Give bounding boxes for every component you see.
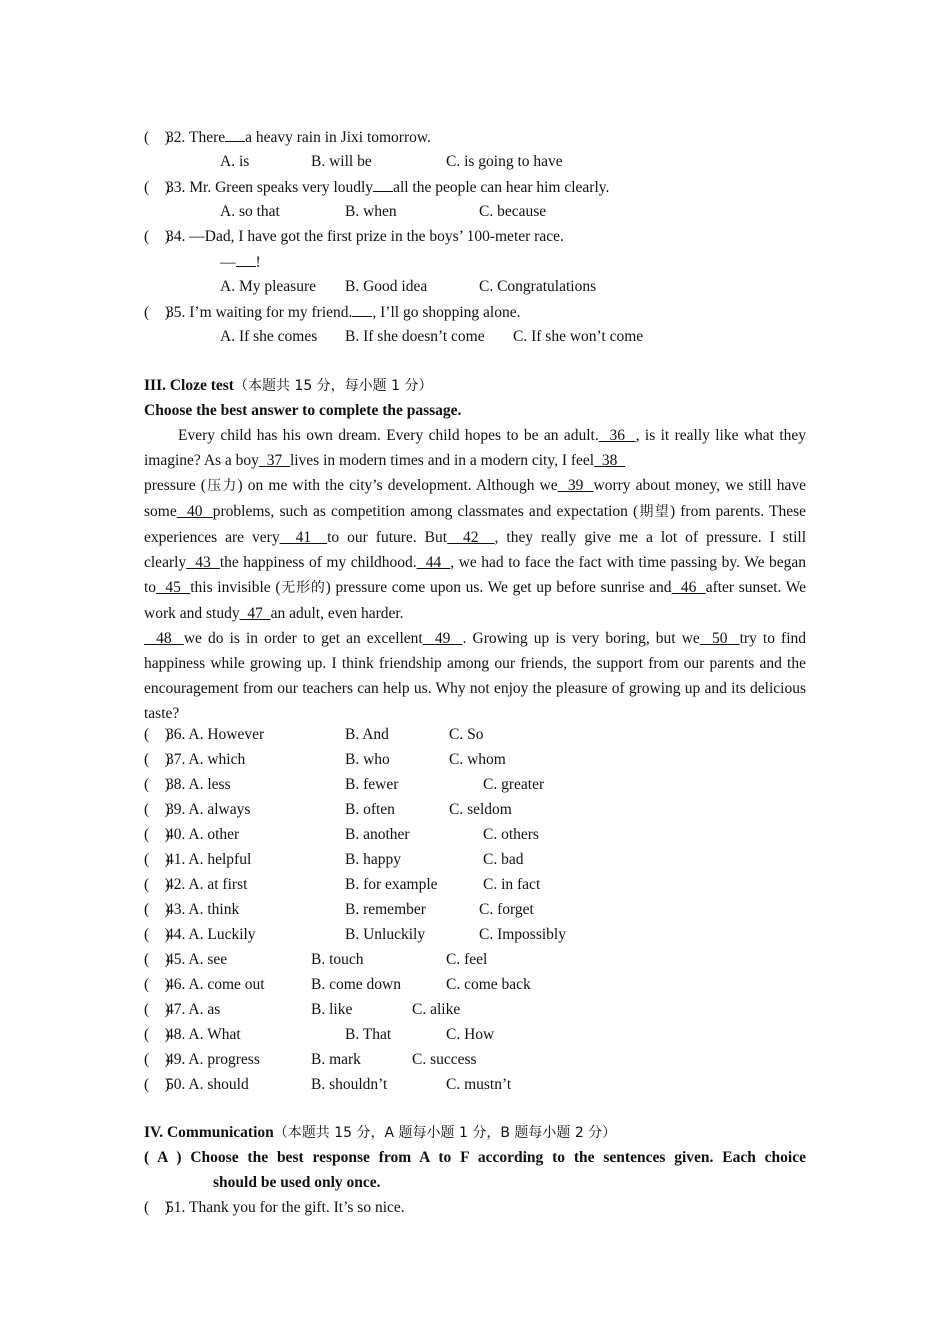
- answer-paren[interactable]: ( ): [144, 826, 170, 843]
- question-head: 44. A. Luckily: [166, 926, 256, 943]
- cloze-blank: [423, 630, 463, 647]
- reply-34: [220, 252, 261, 273]
- option-c: C. How: [446, 1026, 495, 1043]
- option-b: B. If she doesn’t come: [345, 328, 485, 345]
- option-b: B. shouldn’t: [311, 1076, 388, 1093]
- option-c: C. in fact: [483, 876, 541, 893]
- answer-paren[interactable]: ( ): [144, 976, 170, 993]
- passage-text: worry about money, we still have some: [144, 477, 807, 520]
- question-head: 43. A. think: [166, 901, 240, 918]
- option-b: B. another: [345, 826, 410, 843]
- section-title: III. Cloze test: [144, 377, 234, 394]
- passage-text: ) pressure come upon us. We get up before sunrise and: [325, 579, 672, 596]
- option-c: C. seldom: [449, 801, 512, 818]
- option-a: A. is: [220, 153, 250, 170]
- blank-number: 37: [266, 452, 283, 469]
- question-head: 42. A. at first: [166, 876, 248, 893]
- question-head: 41. A. helpful: [166, 851, 252, 868]
- question-head: 36. A. However: [166, 726, 265, 743]
- option-c: C. come back: [446, 976, 531, 993]
- answer-blank: [236, 252, 256, 267]
- blank-number: 49: [434, 630, 451, 647]
- cloze-blank: [594, 452, 625, 469]
- option-b: B. like: [311, 1001, 353, 1018]
- option-b: B. come down: [311, 976, 401, 993]
- answer-paren[interactable]: ( ): [144, 776, 170, 793]
- passage-text: , we had to face the fact with time passing by. We began to: [144, 554, 807, 596]
- blank-number: 45: [165, 579, 181, 596]
- option-c: C. If she won’t come: [513, 328, 644, 345]
- cloze-blank: [186, 554, 220, 571]
- answer-paren[interactable]: ( ): [144, 926, 170, 943]
- question-head: 46. A. come out: [166, 976, 265, 993]
- question-stem: There: [188, 129, 226, 146]
- chinese-gloss: 无形的: [280, 580, 326, 596]
- question-number: 47: [166, 1001, 182, 1018]
- question-head: 38. A. less: [166, 776, 231, 793]
- section-3-heading: [144, 376, 433, 396]
- question-stem: Mr. Green speaks very loudly: [189, 179, 374, 196]
- question-number: 39: [166, 801, 182, 818]
- cloze-blank: [259, 452, 290, 469]
- option-a: A. helpful: [188, 851, 252, 868]
- passage-text: . Growing up is very boring, but we: [462, 630, 700, 647]
- blank-number: 38: [601, 452, 618, 469]
- passage-text: Every child has his own dream. Every child hopes to be an adult.: [178, 427, 599, 444]
- option-a: A. Luckily: [188, 926, 256, 943]
- option-c: C. because: [479, 203, 547, 220]
- question-head: 40. A. other: [166, 826, 240, 843]
- section-4-heading: [144, 1123, 616, 1143]
- answer-paren[interactable]: ( ): [144, 1001, 170, 1018]
- blank-number: 50: [711, 630, 728, 647]
- cloze-blank: [672, 579, 706, 596]
- passage-text: this invisible (: [190, 579, 281, 596]
- option-b: B. happy: [345, 851, 401, 868]
- answer-paren[interactable]: ( ): [144, 179, 170, 196]
- option-a: A. progress: [188, 1051, 260, 1068]
- option-a: A. think: [188, 901, 240, 918]
- option-c: C. feel: [446, 951, 488, 968]
- question-number: 38: [166, 776, 182, 793]
- question-stem-end: all the people can hear him clearly.: [393, 179, 610, 196]
- option-a: A. see: [188, 951, 228, 968]
- option-c: C. greater: [483, 776, 545, 793]
- cloze-blank: [558, 477, 594, 494]
- cloze-blank: [177, 503, 213, 520]
- question-number: 45: [166, 951, 182, 968]
- section-3-instruction: Choose the best answer to complete the passage.: [144, 402, 462, 419]
- passage-paragraph: [144, 626, 806, 726]
- question-51: ( )51. Thank you for the gift. It’s so nice.: [144, 1199, 405, 1216]
- question-text: Thank you for the gift. It’s so nice.: [188, 1199, 405, 1216]
- answer-paren[interactable]: ( ): [144, 951, 170, 968]
- option-b: B. fewer: [345, 776, 399, 793]
- question-number: 46: [166, 976, 182, 993]
- passage-text: to our future. But: [327, 529, 448, 546]
- option-a: A. My pleasure: [220, 278, 316, 295]
- passage-text: try to find happiness while growing up. I think friendship among our friends, the support from our parents and the encouragement from our teachers can help us. Why not enjoy the pleasure of growing up and its delicious taste?: [144, 630, 807, 722]
- passage-text: lives in modern times and in a modern city, I feel: [289, 452, 595, 469]
- answer-paren[interactable]: ( ): [144, 726, 170, 743]
- option-b: B. when: [345, 203, 397, 220]
- option-b: B. Good idea: [345, 278, 428, 295]
- question-head: 39. A. always: [166, 801, 251, 818]
- answer-paren[interactable]: ( ): [144, 129, 170, 146]
- option-c: C. So: [449, 726, 484, 743]
- question-number: 48: [166, 1026, 182, 1043]
- option-b: B. remember: [345, 901, 426, 918]
- option-c: C. whom: [449, 751, 506, 768]
- question-33: ( )33. Mr. Green speaks very loudly all the people can hear him clearly.: [144, 179, 610, 196]
- cloze-blank: [240, 605, 271, 622]
- cloze-blank: [700, 630, 740, 647]
- answer-paren[interactable]: ( ): [144, 751, 170, 768]
- option-a: A. However: [188, 726, 265, 743]
- question-head: 50. A. should: [166, 1076, 249, 1093]
- question-number: 42: [166, 876, 182, 893]
- option-c: C. mustn’t: [446, 1076, 512, 1093]
- blank-number: 46: [680, 579, 697, 596]
- chinese-gloss: 期望: [638, 504, 670, 520]
- passage-text: , is it really like what they imagine? As a boy: [144, 427, 807, 469]
- question-number: 33: [166, 179, 182, 196]
- option-b: B. And: [345, 726, 389, 743]
- passage-text: after sunset. We work and study: [144, 579, 807, 622]
- blank-number: 36: [609, 427, 625, 444]
- blank-number: 48: [156, 630, 172, 647]
- answer-paren[interactable]: ( ): [144, 801, 170, 818]
- option-a: A. at first: [188, 876, 248, 893]
- section-title: IV. Communication: [144, 1124, 274, 1141]
- question-number: 49: [166, 1051, 182, 1068]
- option-c: C. is going to have: [446, 153, 563, 170]
- question-35: ( )35. I’m waiting for my friend. , I’ll go shopping alone.: [144, 304, 521, 321]
- passage-paragraph: [144, 423, 806, 473]
- question-head: 45. A. see: [166, 951, 228, 968]
- question-stem-end: a heavy rain in Jixi tomorrow.: [245, 129, 431, 146]
- option-b: B. often: [345, 801, 395, 818]
- blank-number: 42: [463, 529, 479, 546]
- question-number: 36: [166, 726, 182, 743]
- part-a-instruction-cont: should be used only once.: [213, 1174, 381, 1191]
- answer-blank: [373, 177, 393, 192]
- blank-number: 44: [425, 554, 442, 571]
- option-a: A. What: [188, 1026, 241, 1043]
- answer-blank: [352, 302, 372, 317]
- passage-text: we do is in order to get an excellent: [183, 630, 423, 647]
- answer-paren[interactable]: ( ): [144, 304, 170, 321]
- question-stem: —Dad, I have got the first prize in the boys’ 100-meter race.: [189, 228, 564, 245]
- answer-blank: [225, 127, 245, 142]
- part-a-label: ( A ): [144, 1149, 182, 1166]
- option-a: A. as: [188, 1001, 221, 1018]
- cloze-blank: [144, 630, 184, 647]
- answer-paren[interactable]: ( ): [144, 1026, 170, 1043]
- option-b: B. who: [345, 751, 390, 768]
- part-a-text: Choose the best response from A to F according to the sentences given. Each choice: [190, 1149, 806, 1166]
- reply-end: !: [255, 254, 261, 271]
- blank-number: 40: [186, 503, 203, 520]
- option-a: A. should: [188, 1076, 249, 1093]
- option-a: A. If she comes: [220, 328, 318, 345]
- option-a: A. which: [188, 751, 246, 768]
- option-b: B. mark: [311, 1051, 361, 1068]
- option-a: A. come out: [188, 976, 265, 993]
- answer-paren[interactable]: ( ): [144, 1076, 170, 1093]
- question-number: 40: [166, 826, 182, 843]
- question-34: ( )34. —Dad, I have got the first prize in the boys’ 100-meter race.: [144, 228, 564, 245]
- question-stem: I’m waiting for my friend.: [189, 304, 353, 321]
- part-a-instruction: [144, 1148, 806, 1168]
- option-c: C. success: [412, 1051, 477, 1068]
- blank-number: 43: [195, 554, 211, 571]
- option-a: A. always: [188, 801, 251, 818]
- question-number: 41: [166, 851, 182, 868]
- passage-text: , they really give me a lot of pressure. I still clearly: [144, 529, 807, 571]
- option-b: B. touch: [311, 951, 364, 968]
- question-number: 50: [166, 1076, 182, 1093]
- option-b: B. for example: [345, 876, 438, 893]
- option-b: B. Unluckily: [345, 926, 426, 943]
- question-number: 43: [166, 901, 182, 918]
- option-a: A. other: [188, 826, 240, 843]
- passage-text: the happiness of my childhood.: [219, 554, 417, 571]
- chinese-gloss: 压力: [205, 478, 238, 494]
- option-b: B. will be: [311, 153, 372, 170]
- reply-dash: —: [220, 254, 236, 271]
- option-c: C. forget: [479, 901, 534, 918]
- question-32: ( )32. There a heavy rain in Jixi tomorrow.: [144, 129, 431, 146]
- cloze-blank: [417, 554, 451, 571]
- option-a: A. less: [188, 776, 231, 793]
- option-c: C. bad: [483, 851, 524, 868]
- score-note: （本题共 15 分，A 题每小题 1 分，B 题每小题 2 分）: [273, 1125, 617, 1141]
- answer-paren[interactable]: ( ): [144, 1199, 170, 1216]
- question-number: 34: [166, 228, 182, 245]
- cloze-passage: [144, 423, 806, 726]
- option-c: C. Congratulations: [479, 278, 597, 295]
- question-head: 48. A. What: [166, 1026, 241, 1043]
- score-note: （本题共 15 分，每小题 1 分）: [233, 378, 433, 394]
- option-c: C. others: [483, 826, 539, 843]
- answer-paren[interactable]: ( ): [144, 1051, 170, 1068]
- question-stem-end: , I’ll go shopping alone.: [372, 304, 521, 321]
- cloze-blank: [599, 427, 636, 444]
- blank-number: 39: [567, 477, 584, 494]
- question-number: 35: [166, 304, 182, 321]
- answer-paren[interactable]: ( ): [144, 876, 170, 893]
- answer-paren[interactable]: ( ): [144, 901, 170, 918]
- option-c: C. alike: [412, 1001, 461, 1018]
- blank-number: 41: [295, 529, 312, 546]
- passage-text: ) from parents. These experiences are very: [144, 503, 807, 546]
- question-number: 44: [166, 926, 182, 943]
- cloze-blank: [156, 579, 190, 596]
- option-a: A. so that: [220, 203, 280, 220]
- passage-text: problems, such as competition among classmates and expectation (: [212, 503, 639, 520]
- passage-text: pressure (: [144, 477, 206, 494]
- cloze-blank: [280, 529, 327, 546]
- question-number: 51: [166, 1199, 182, 1216]
- question-head: 49. A. progress: [166, 1051, 260, 1068]
- passage-text: an adult, even harder.: [270, 605, 404, 622]
- question-number: 37: [166, 751, 182, 768]
- question-head: 37. A. which: [166, 751, 246, 768]
- question-number: 32: [166, 129, 182, 146]
- option-b: B. That: [345, 1026, 392, 1043]
- question-head: 47. A. as: [166, 1001, 221, 1018]
- answer-paren[interactable]: ( ): [144, 851, 170, 868]
- passage-text: ) on me with the city’s development. Although we: [237, 477, 558, 494]
- blank-number: 47: [247, 605, 263, 622]
- passage-paragraph: [144, 473, 806, 626]
- answer-paren[interactable]: ( ): [144, 228, 170, 245]
- option-c: C. Impossibly: [479, 926, 566, 943]
- cloze-blank: [447, 529, 494, 546]
